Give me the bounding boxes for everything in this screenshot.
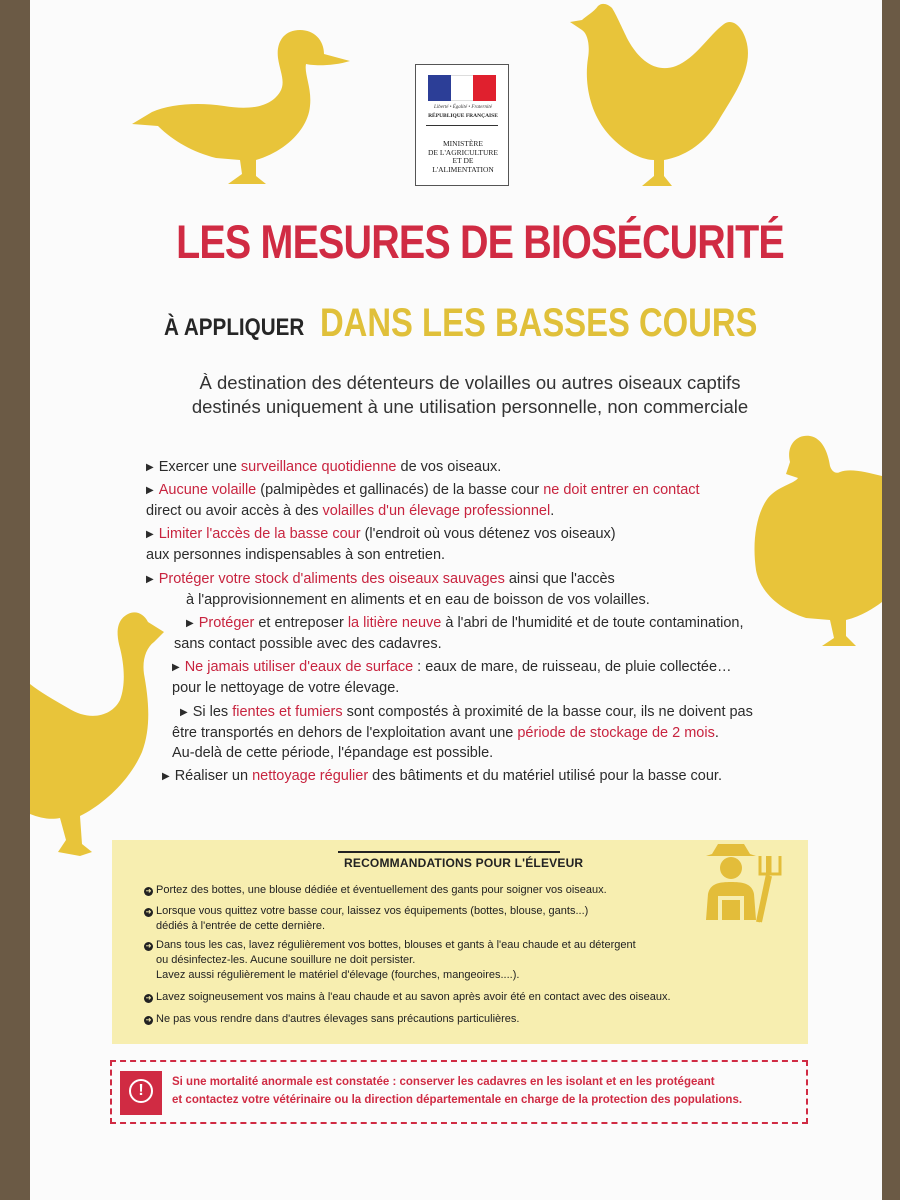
measure-text: Réaliser un [174,768,253,784]
measure-text: ainsi que l'accès [504,571,615,587]
measure-text: : eaux de mare, de ruisseau, de pluie collectée… [413,659,732,675]
bullet-arrow-icon: ▶ [146,462,154,473]
intro-text [110,371,830,419]
measure-highlight: Protéger [198,615,255,631]
recommendation-text: ou désinfectez-les. Aucune souillure ne doit persister. [156,954,416,966]
measure-highlight: fientes et fumiers [232,704,343,720]
measure-text: de vos oiseaux. [396,459,502,475]
measure-item [146,569,650,610]
flag-blue [428,75,451,101]
bullet-arrow-icon: ▶ [146,485,154,496]
subtitle-backyards: DANS LES BASSES COURS [320,301,758,345]
recommendation-text: Portez des bottes, une blouse dédiée et éventuellement des gants pour soigner vos oiseaux. [156,884,607,896]
recommendations-title: RECOMMANDATIONS POUR L'ÉLEVEUR [344,856,584,870]
alert-line-2: et contactez votre vétérinaire ou la direction départementale en charge de la protection des populations. [172,1094,743,1106]
recommendation-item [144,1012,519,1027]
measure-highlight: Ne jamais utiliser d'eaux de surface [184,659,414,675]
alert-line-1: Si une mortalité anormale est constatée : conserver les cadavres en les isolant et en les protégeant [172,1076,715,1088]
measure-item [172,657,732,698]
bullet-arrow-icon: ▶ [146,529,154,540]
poster [30,0,882,1200]
recommendation-text: Lavez soigneusement vos mains à l'eau chaude et au savon après avoir été en contact avec des oiseaux. [156,991,671,1003]
warning-icon [120,1071,162,1115]
intro-line-2: destinés uniquement à une utilisation personnelle, non commerciale [191,396,749,417]
hen-illustration [558,0,758,200]
measure-text: à l'approvisionnement en aliments et en eau de boisson de vos volailles. [186,592,650,608]
measure-item [174,613,744,654]
measure-highlight: période de stockage de 2 mois [517,725,715,741]
measure-item [172,702,753,763]
main-title: LES MESURES DE BIOSÉCURITÉ [176,215,784,268]
bullet-arrow-icon: ▶ [162,771,170,782]
measure-text: Exercer une [158,459,241,475]
measure-item [146,524,616,565]
circle-arrow-icon: ➜ [145,888,152,895]
measure-highlight: Protéger votre stock d'aliments des oiseaux sauvages [158,571,505,587]
measure-text: (l'endroit où vous détenez vos oiseaux) [360,526,616,542]
measure-text: . [714,725,719,741]
measure-text: sans contact possible avec des cadavres. [174,636,442,652]
circle-arrow-icon: ➜ [145,995,152,1002]
measure-highlight: ne doit entrer en contact [543,482,700,498]
measure-text: Si les [192,704,233,720]
measure-text: . [550,503,555,519]
bullet-arrow-icon: ▶ [186,618,194,629]
recommendation-item [144,990,671,1005]
measure-item [162,766,722,787]
measure-highlight: Aucune volaille [158,482,257,498]
logo-divider [426,125,498,126]
circle-arrow-icon: ➜ [145,943,152,950]
circle-arrow-icon: ➜ [145,1017,152,1024]
measure-highlight: Limiter l'accès de la basse cour [158,526,361,542]
measure-text: Au-delà de cette période, l'épandage est possible. [172,745,494,761]
turkey-illustration [750,432,882,657]
guineafowl-illustration [30,604,180,872]
measure-text: sont compostés à proximité de la basse cour, ils ne doivent pas [342,704,753,720]
measure-text: direct ou avoir accès à des [146,503,323,519]
marianne-flag-icon [428,75,496,101]
logo-motto: Liberté • Égalité • Fraternité [434,105,492,110]
recommendation-text: Dans tous les cas, lavez régulièrement vos bottes, blouses et gants à l'eau chaude et au détergent [156,939,636,951]
duck-illustration [128,26,358,191]
intro-line-1: À destination des détenteurs de volailles ou autres oiseaux captifs [199,372,741,393]
measure-highlight: surveillance quotidienne [240,459,397,475]
measure-text: et entreposer [254,615,348,631]
subtitle-apply: À APPLIQUER [164,314,305,341]
measure-highlight: volailles d'un élevage professionnel [322,503,551,519]
farmer-icon [698,840,798,930]
recommendation-text: Lavez aussi régulièrement le matériel d'élevage (fourches, mangeoires....). [156,969,520,981]
flag-white [451,75,474,101]
recommendation-text: Lorsque vous quittez votre basse cour, laissez vos équipements (bottes, blouse, gants...) [156,905,589,917]
alert-text [172,1073,742,1109]
bullet-arrow-icon: ▶ [180,707,188,718]
bullet-arrow-icon: ▶ [146,574,154,585]
measure-text: être transportés en dehors de l'exploitation avant une [172,725,518,741]
recommendation-text: dédiés à l'entrée de cette dernière. [156,920,326,932]
recommendation-item [144,883,607,898]
recommendations-box [112,840,808,1044]
bullet-arrow-icon: ▶ [172,662,180,673]
measure-highlight: nettoyage régulier [252,768,369,784]
measure-item [146,457,501,478]
logo-ministry: MINISTÈRE DE L'AGRICULTURE ET DE L'ALIMENTATION [427,139,499,174]
exclamation-glyph: ! [129,1079,153,1103]
recommendation-item [144,904,588,934]
measure-text: pour le nettoyage de votre élevage. [172,680,400,696]
measure-highlight: la litière neuve [347,615,442,631]
mortality-alert [110,1060,808,1124]
measure-text: à l'abri de l'humidité et de toute contamination, [441,615,744,631]
ministry-logo [415,64,509,186]
logo-republic: RÉPUBLIQUE FRANÇAISE [428,113,498,119]
recommendations-rule [338,851,560,853]
measure-item [146,480,700,521]
recommendation-text: Ne pas vous rendre dans d'autres élevages sans précautions particulières. [156,1013,520,1025]
measure-text: des bâtiments et du matériel utilisé pour la basse cour. [368,768,722,784]
recommendation-item [144,938,636,983]
flag-red [473,75,496,101]
measure-text: (palmipèdes et gallinacés) de la basse cour [256,482,544,498]
measure-text: aux personnes indispensables à son entretien. [146,547,446,563]
circle-arrow-icon: ➜ [145,909,152,916]
